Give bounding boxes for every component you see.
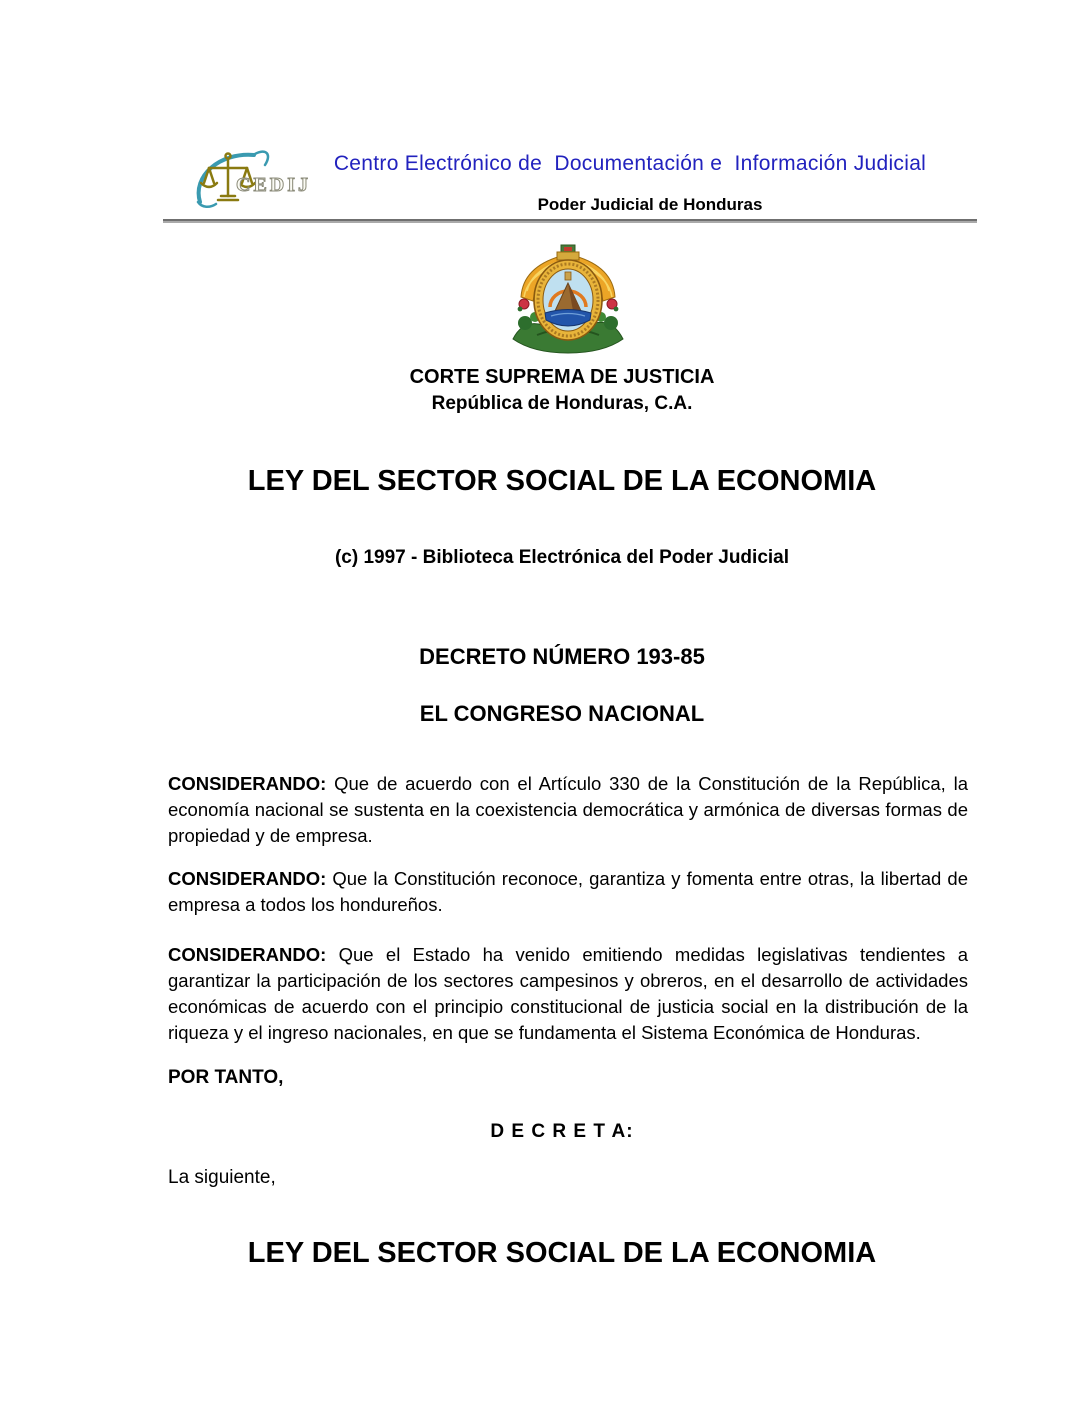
issuer-heading: EL CONGRESO NACIONAL	[419, 701, 705, 726]
org-title: Centro Electrónico de Documentación e Información Judicial	[333, 152, 927, 175]
header-divider	[163, 219, 977, 223]
cedij-logo-text: CEDIJ	[236, 174, 312, 196]
considerando-lead: CONSIDERANDO:	[168, 943, 327, 965]
seal-caption-line1: CORTE SUPREMA DE JUSTICIA	[409, 366, 715, 388]
la-siguiente-line: La siguiente,	[168, 1167, 276, 1188]
considerando-paragraph-2	[168, 866, 968, 918]
por-tanto-line: POR TANTO,	[168, 1067, 284, 1088]
considerando-lead: CONSIDERANDO:	[168, 867, 327, 889]
considerando-paragraph-1	[168, 771, 968, 849]
considerando-text: Que el Estado ha venido emitiendo medidas legislativas tendientes a garantizar la participación de los sectores campesinos y obreros, en el desarrollo de actividades económicas de acuerdo con el principio constitucional de justicia social en la distribución de la riqueza y el ingreso nacionales, en que se fundamenta el Sistema Económica de Honduras.	[168, 943, 968, 1043]
considerando-text: Que de acuerdo con el Artículo 330 de la Constitución de la República, la economía nacional se sustenta en la coexistencia democrática y armónica de diversas formas de propiedad y de empresa.	[168, 772, 968, 846]
decree-number-heading: DECRETO NÚMERO 193-85	[419, 644, 705, 669]
seal-caption-line2: República de Honduras, C.A.	[431, 393, 693, 414]
honduras-coat-of-arms-icon	[507, 243, 629, 356]
decreta-heading: D E C R E T A:	[490, 1121, 634, 1142]
law-title: LEY DEL SECTOR SOCIAL DE LA ECONOMIA	[247, 465, 877, 497]
considerando-paragraph-3	[168, 942, 968, 1046]
copyright-line: (c) 1997 - Biblioteca Electrónica del Poder Judicial	[334, 547, 790, 568]
considerando-text: Que la Constitución reconoce, garantiza y fomenta entre otras, la libertad de empresa a todos los hondureños.	[168, 867, 968, 915]
law-title-repeat: LEY DEL SECTOR SOCIAL DE LA ECONOMIA	[247, 1237, 877, 1269]
considerando-lead: CONSIDERANDO:	[168, 772, 327, 794]
org-subtitle: Poder Judicial de Honduras	[537, 195, 763, 214]
